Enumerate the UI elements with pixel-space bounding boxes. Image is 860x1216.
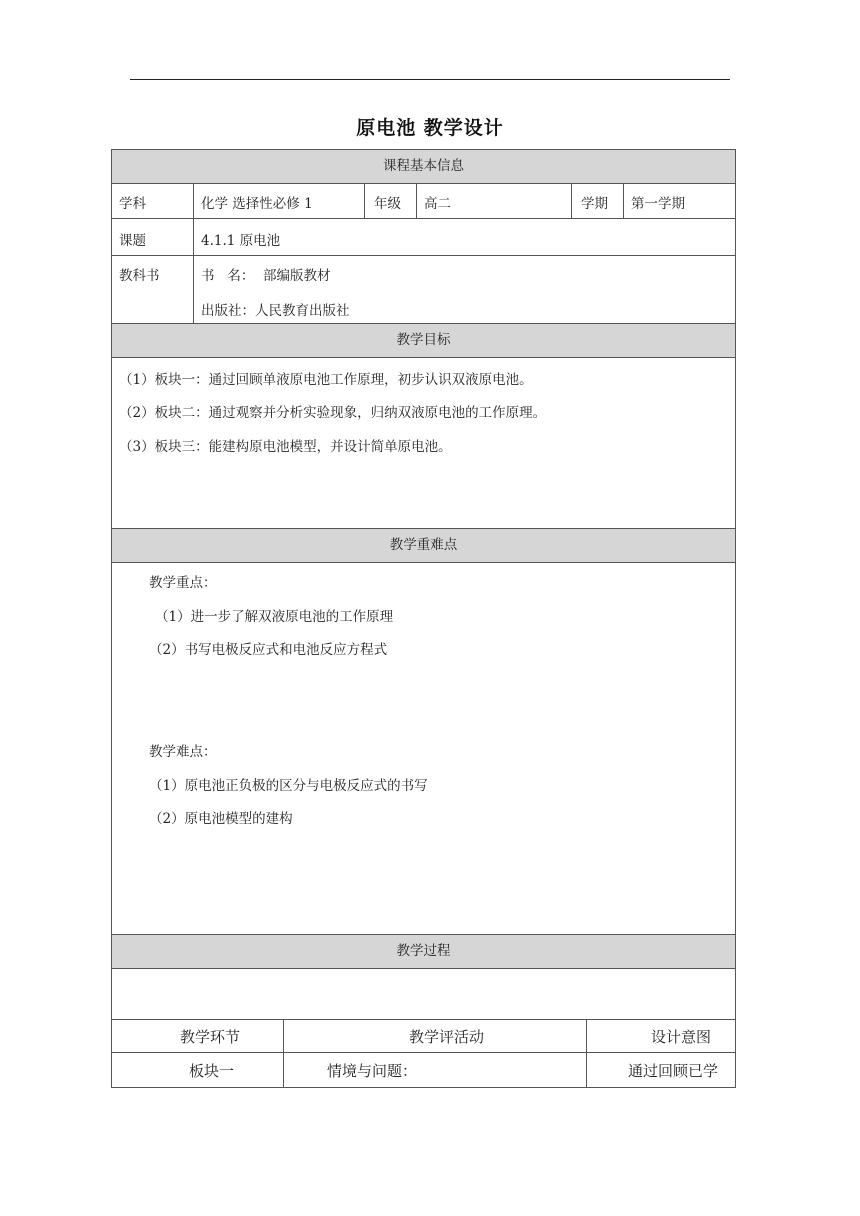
objective-item: （3）板块三：能建构原电池模型，并设计简单原电池。 xyxy=(119,439,452,455)
subject-label: 学科 xyxy=(119,196,146,212)
table-rule xyxy=(111,323,736,324)
grade-value: 高二 xyxy=(424,196,451,212)
focus-title: 教学重点： xyxy=(149,575,217,591)
table-rule xyxy=(111,255,736,256)
focus-item: （1）进一步了解双液原电池的工作原理 xyxy=(155,609,394,625)
table-rule xyxy=(571,183,572,218)
table-rule xyxy=(111,934,736,935)
table-rule xyxy=(623,183,624,218)
process-column-header: 设计意图 xyxy=(651,1028,712,1046)
table-rule xyxy=(111,528,736,529)
table-rule xyxy=(111,218,736,219)
document-title: 原电池 教学设计 xyxy=(356,117,504,139)
topic-label: 课题 xyxy=(119,233,146,249)
process-column-header: 教学环节 xyxy=(180,1028,241,1046)
header-rule xyxy=(130,79,730,80)
lesson-plan-table xyxy=(111,149,736,1088)
table-rule xyxy=(111,1052,736,1053)
term-label: 学期 xyxy=(581,196,608,212)
topic-value: 4.1.1 原电池 xyxy=(201,233,281,249)
process-header: 教学过程 xyxy=(111,934,736,968)
table-rule xyxy=(111,357,736,358)
process-intent: 通过回顾已学 xyxy=(628,1062,719,1080)
key-points-header: 教学重难点 xyxy=(111,528,736,562)
difficulty-item: （1）原电池正负极的区分与电极反应式的书写 xyxy=(149,778,428,794)
objective-item: （2）板块二：通过观察并分析实验现象，归纳双液原电池的工作原理。 xyxy=(119,405,547,421)
subject-value: 化学 选择性必修 1 xyxy=(201,196,313,212)
process-column-header: 教学评活动 xyxy=(409,1028,485,1046)
table-rule xyxy=(111,183,736,184)
table-rule xyxy=(364,183,365,218)
difficulty-item: （2）原电池模型的建构 xyxy=(149,811,293,827)
table-rule xyxy=(735,149,736,1088)
focus-item: （2）书写电极反应式和电池反应方程式 xyxy=(149,642,388,658)
process-activity: 情境与问题： xyxy=(327,1062,418,1080)
table-rule xyxy=(283,1019,284,1087)
objective-item: （1）板块一：通过回顾单液原电池工作原理，初步认识双液原电池。 xyxy=(119,372,533,388)
table-rule xyxy=(111,968,736,969)
table-rule xyxy=(111,149,112,1088)
process-stage: 板块一 xyxy=(189,1062,235,1080)
table-rule xyxy=(586,1019,587,1087)
table-rule xyxy=(111,1087,736,1088)
textbook-name: 书 名： 部编版教材 xyxy=(201,268,331,284)
table-rule xyxy=(111,1019,736,1020)
term-value: 第一学期 xyxy=(631,196,685,212)
table-rule xyxy=(111,562,736,563)
table-rule xyxy=(416,183,417,218)
textbook-label: 教科书 xyxy=(119,268,160,284)
difficulty-title: 教学难点： xyxy=(149,744,217,760)
basic-info-header: 课程基本信息 xyxy=(111,149,736,183)
table-rule xyxy=(111,149,736,150)
table-rule xyxy=(193,183,194,323)
objectives-header: 教学目标 xyxy=(111,323,736,357)
textbook-publisher: 出版社：人民教育出版社 xyxy=(201,303,350,319)
grade-label: 年级 xyxy=(374,196,401,212)
